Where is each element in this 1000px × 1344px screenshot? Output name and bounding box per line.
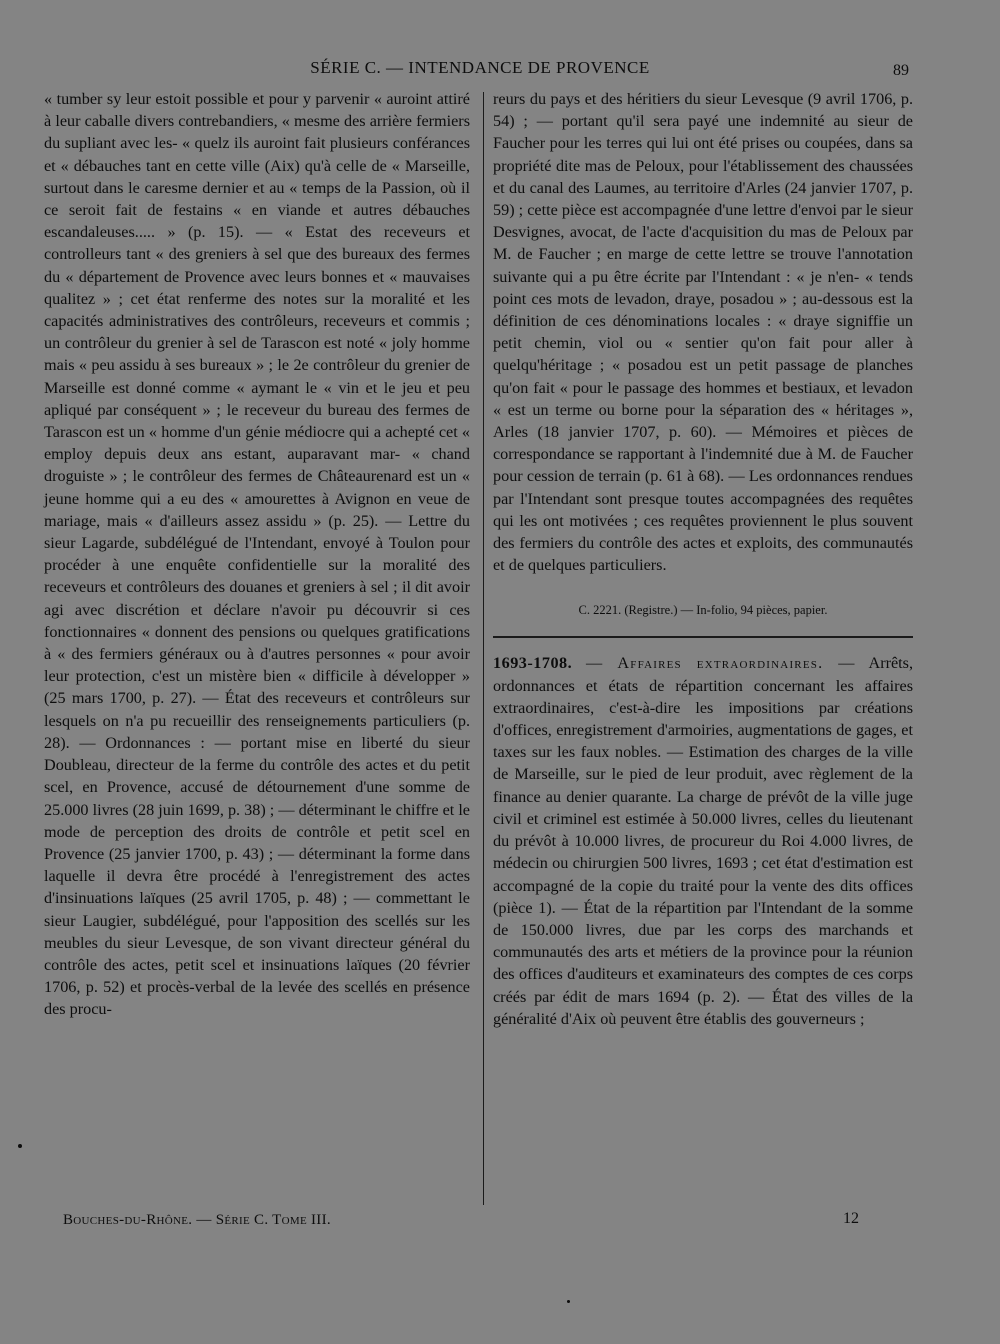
footer-volume: Bouches-du-Rhône. — Série C. Tome III. <box>63 1212 331 1228</box>
ink-speck <box>18 1144 22 1148</box>
section-divider <box>493 636 913 638</box>
running-title: SÉRIE C. — INTENDANCE DE PROVENCE <box>310 58 650 77</box>
left-column-text: « tumber sy leur estoit possible et pour y parvenir « auroint attiré à leur caballe divers contrebandiers, « mesme des arrière fermiers du supliant avec les- « quelz ils auroint fait plusieurs conférances et « débauches tant en cette ville (Aix) qu'à celle de « Marseille, surtout dans le caresme dernier et au « temps de la Passion, où il ce seroit fait de festains « en viande et autres débauches escandaleuses..... » (p. 15). — « Estat des receveurs et controlleurs tant « des greniers à sel que des bureaux des fermes du « département de Provence avec leurs bonnes et « mauvaises qualitez » ; cet état renferme des notes sur la moralité et les capacités administratives des contrôleurs, receveurs et commis ; un contrôleur du grenier à sel de Tarascon est noté « joly homme mais « peu assidu à ses bureaux » ; le 2e contrôleur du grenier de Marseille est donné comme « aymant le « vin et le jeu et peu apliqué par conséquent » ; le receveur du bureau des fermes de Tarascon est un « homme d'un génie médiocre qui a achepté cet « employ depuis deux ans estant, auparavant mar- « chand droguiste » ; le contrôleur des fermes de Châteaurenard est un « jeune homme qui a eu des « amourettes à Avignon en veue de mariage, mais « d'ailleurs assez assidu » (p. 25). — Lettre du sieur Lagarde, subdélégué de l'Intendant, envoyé à Toulon pour procéder à une enquête confidentielle sur la moralité des receveurs et contrôleurs des douanes et greniers à sel ; il dit avoir agi avec discrétion et déclare n'avoir pu découvrir si ces fonctionnaires « donnent des pensions ou quelques gratifications à « des fermiers généraux ou à d'autres personnes « pour avoir leur protection, c'est un mistère bien « difficile à développer » (25 mars 1700, p. 27). — État des receveurs et contrôleurs sur lesquels on n'a pu recueillir des renseignements particuliers (p. 28). — Ordonnances : — portant mise en liberté du sieur Doubleau, directeur de la ferme du contrôle des actes et du petit scel, en Provence, accusé de détournement d'une somme de 25.000 livres (28 juin 1699, p. 38) ; — déterminant le chiffre et le mode de perception des droits de contrôle et petit scel en Provence (25 janvier 1700, p. 43) ; — déterminant la forme dans laquelle il devra être procédé à l'enregistrement des actes d'insinuations laïques (25 avril 1705, p. 48) ; — commettant le sieur Laugier, subdélégué, pour l'apposition des scellés sur les meubles du sieur Levesque, de son vivant directeur général du contrôle des actes, petit scel et insinuations laïques (20 février 1706, p. 52) et procès-verbal de la levée des scellés en présence des procu- <box>44 90 470 1019</box>
entry-paragraph <box>493 652 913 1029</box>
entry-text: Arrêts, ordonnances et états de répartition concernant les affaires extraordinaires, c'est-à-dire les impositions par créations d'offices, enregistrement d'armoiries, augmentations de gages, et taxes sur les faux nobles. — Estimation des charges de la ville de Marseille, sur le pied de leur produit, avec règlement de la finance au denier quarante. La charge de prévôt de la ville juge civil et criminel est estimée à 50.000 livres, celles du lieutenant du prévôt à 10.000 livres, de procureur du Roi 4.000 livres, de médecin ou chirurgien 500 livres, 1693 ; cet état d'estimation est accompagné de la copie du traité pour la vente des dits offices (pièce 1). — État de la répartition par l'Intendant de la somme de 150.000 livres, due par les corps des marchands et communautés des arts et métiers de la province pour la réunion des offices d'auditeurs et examinateurs des comptes de ces corps créés par édit de mars 1694 (p. 2). — État des villes de la généralité d'Aix où peuvent être établis des gouverneurs ; <box>493 654 914 1028</box>
ink-speck <box>567 1300 570 1303</box>
entry-title: — Affaires extraordinaires. — <box>585 654 856 673</box>
record-description: C. 2221. (Registre.) — In-folio, 94 pièces, papier. <box>578 603 828 618</box>
column-divider <box>483 92 484 1205</box>
footer-signature: 12 <box>843 1210 859 1227</box>
entry-dates: 1693-1708. <box>493 654 573 673</box>
left-column <box>44 88 470 1021</box>
page-number: 89 <box>893 62 909 79</box>
right-column <box>493 88 913 1030</box>
continuation-paragraph: reurs du pays et des héritiers du sieur Levesque (9 avril 1706, p. 54) ; — portant qu'il sera payé une indemnité au sieur de Faucher pour les terres qui lui ont été prises ou coupées, dans sa propriété dite mas de Peloux, pour l'établissement des chaussées et du canal des Laumes, au territoire d'Arles (24 janvier 1707, p. 59) ; cette pièce est accompagnée d'une lettre d'envoi par le sieur Desvignes, avocat, de l'acte d'acquisition du mas de Peloux par M. de Faucher ; en marge de cette lettre se trouve l'annotation suivante qui a pu être écrite par l'Intendant : « je n'en- « tends point ces mots de levadon, draye, posadou » ; au-dessous est la définition de ces dénominations locales : « draye signiffie un petit chemin, viol ou « sentier qu'on fait pour aller à quelqu'héritage ; « posadou est un petit passage de planches qu'on fait « pour le passage des hommes et bestiaux, et levadon « est un terme ou borne pour la séparation des « héritages », Arles (18 janvier 1707, p. 60). — Mémoires et pièces de correspondance se rapportant à l'indemnité due à M. de Faucher pour cession de terrain (p. 61 à 68). — Les ordonnances rendues par l'Intendant sont presque toutes accompagnées des requêtes qui les ont motivées ; ces requêtes proviennent le plus souvent des fermiers du contrôle des actes et exploits, des communautés et de quelques particuliers. <box>493 90 913 575</box>
